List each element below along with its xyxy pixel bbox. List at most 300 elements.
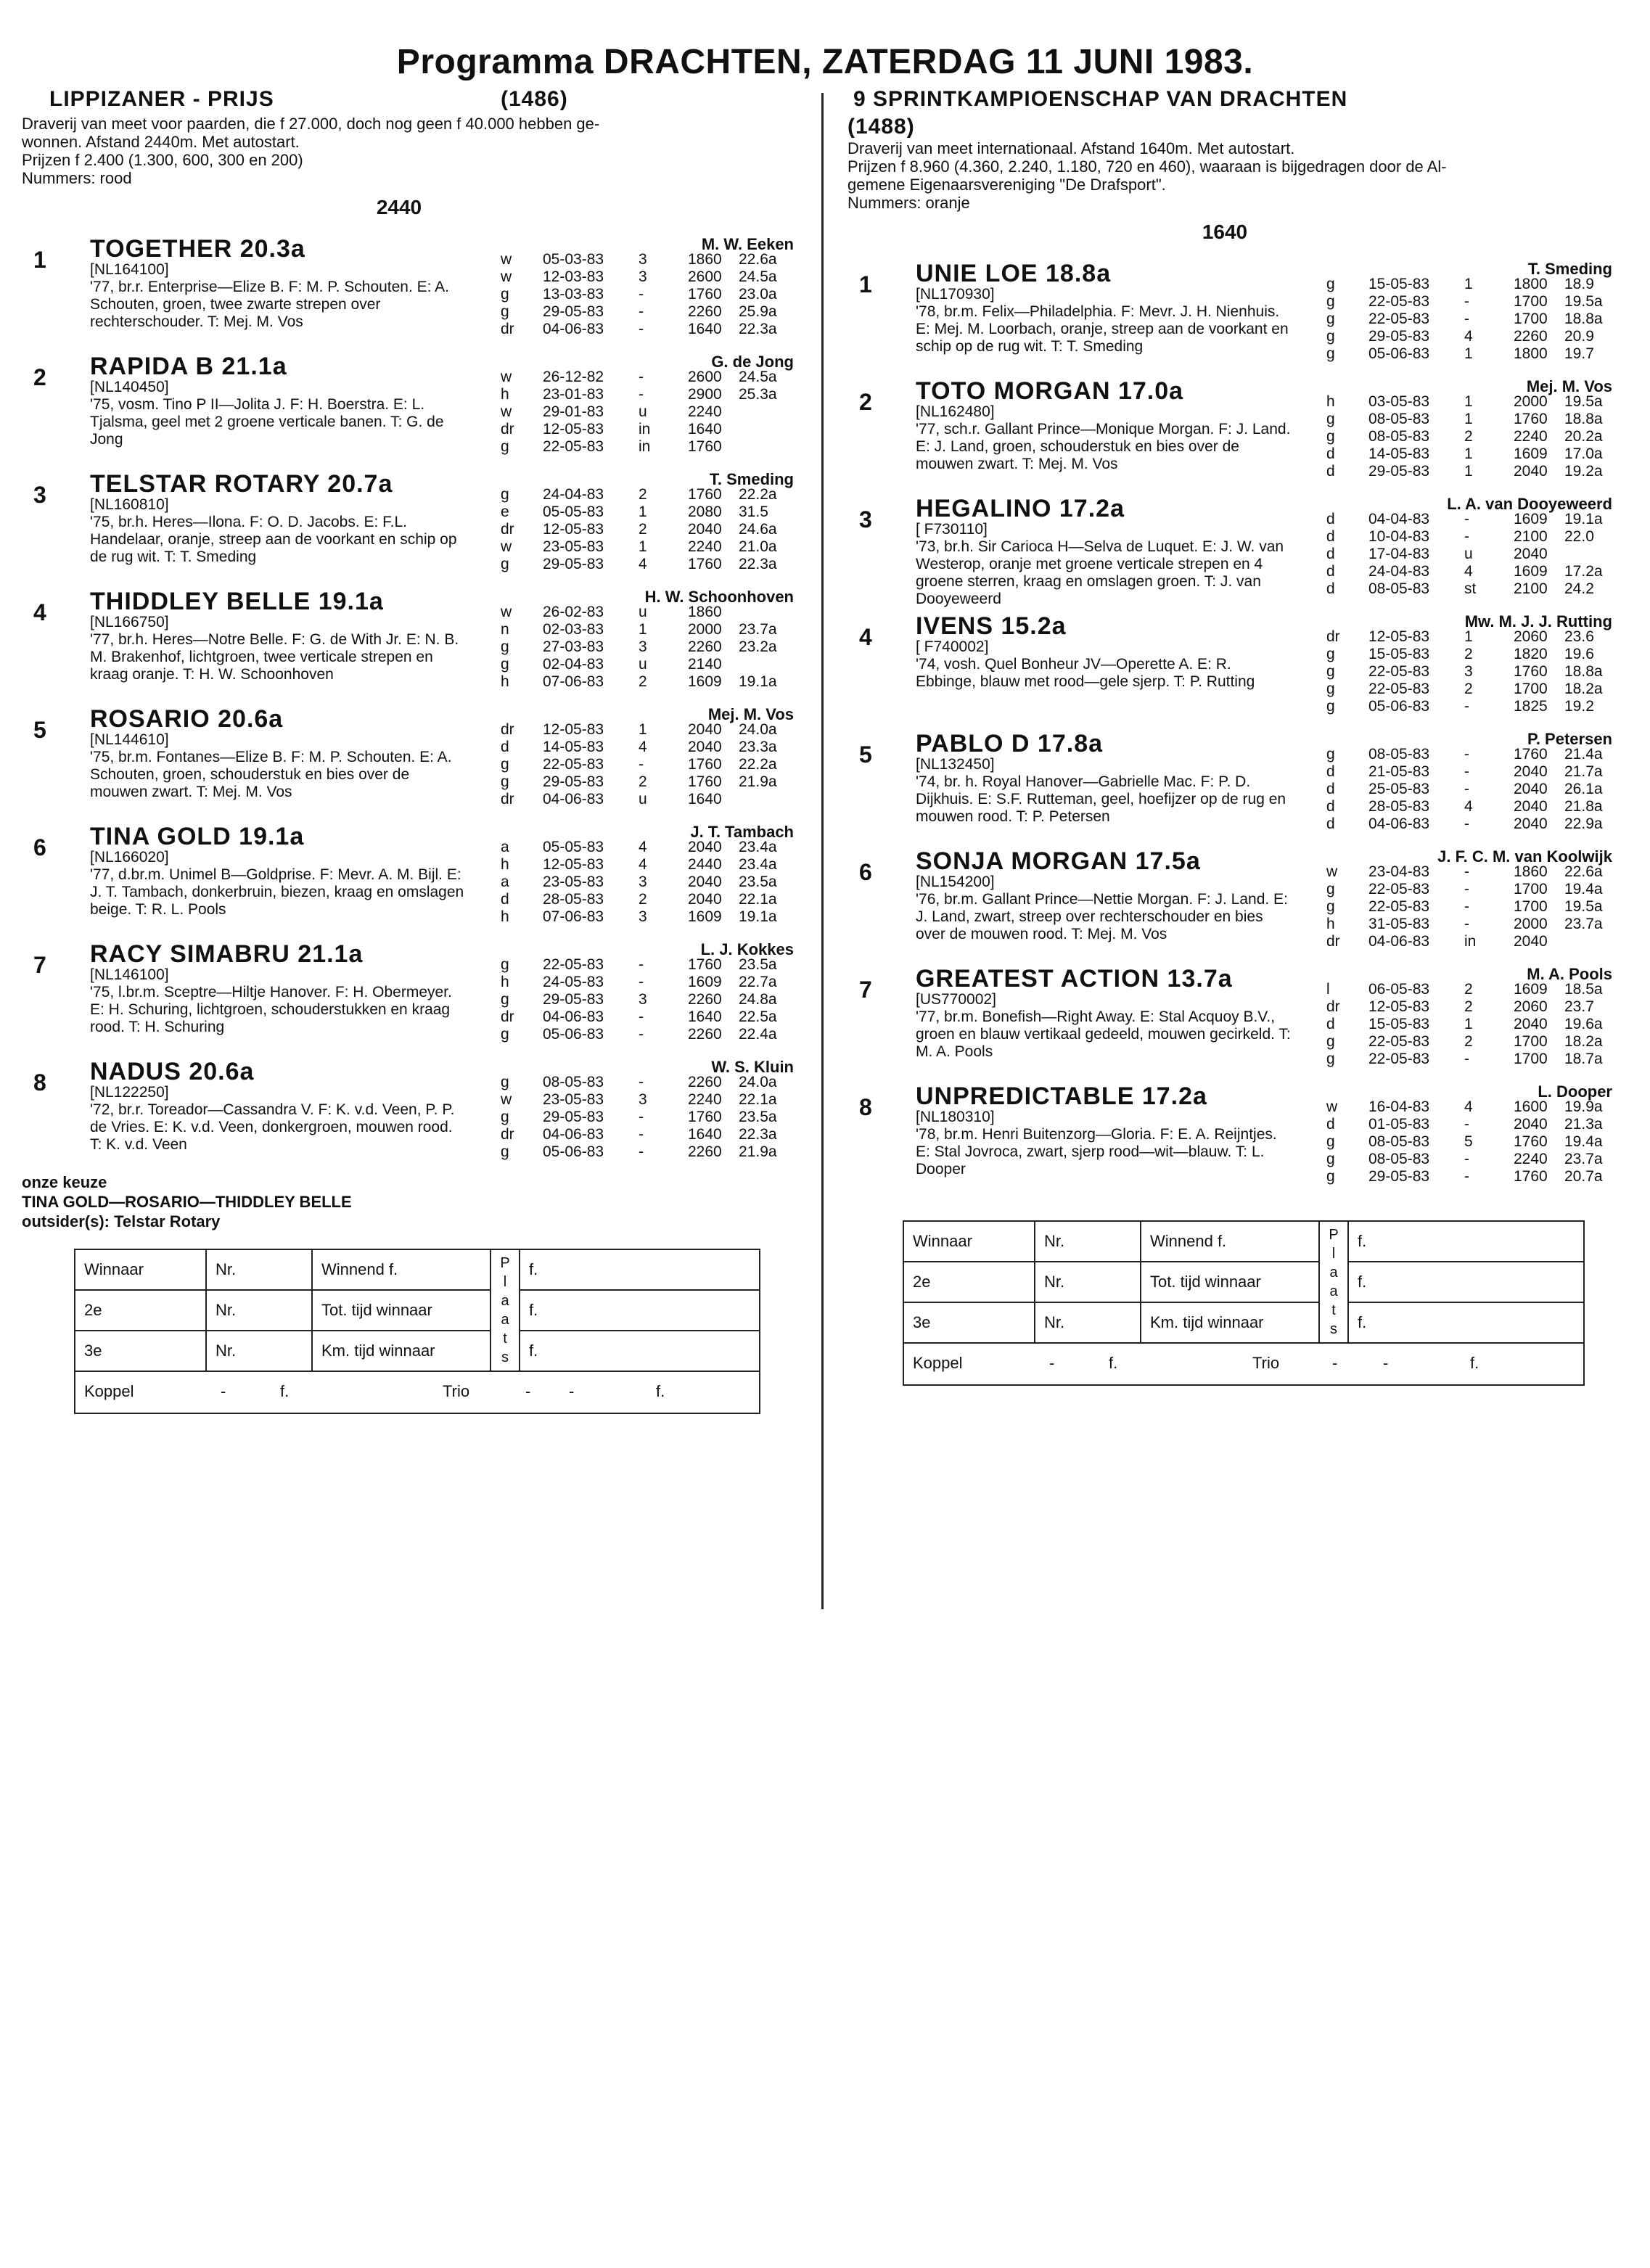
race-date: 10-04-83 (1368, 528, 1430, 545)
distance: 1800 (1514, 345, 1548, 362)
km-time: 23.7 (1564, 998, 1594, 1015)
result-table (903, 1220, 1585, 1386)
distance: 1860 (688, 604, 722, 620)
performance-row (501, 621, 805, 638)
placing: 3 (639, 1091, 647, 1108)
horse-description: '72, br.r. Toreador—Cassandra V. F: K. v.d. Veen, P. P. de Vries. E: K. v.d. Veen, donkergroen, mouwen rood. T: K. v.d. Veen (90, 1101, 455, 1153)
distance: 2260 (688, 991, 722, 1008)
distance: 2040 (1514, 933, 1548, 950)
track-code: g (1326, 1151, 1335, 1167)
race-date: 05-06-83 (1368, 698, 1430, 715)
race-date: 08-05-83 (1368, 428, 1430, 445)
km-time: 22.7a (739, 974, 777, 990)
track-code: l (1326, 981, 1330, 998)
race-date: 23-01-83 (543, 386, 604, 403)
performance-row (1326, 1133, 1631, 1151)
placing: - (639, 303, 644, 320)
placing: 3 (639, 638, 647, 655)
horse-entry (847, 604, 1631, 721)
horse-description: '75, br.h. Heres—Ilona. F: O. D. Jacobs. E: F.L. Handelaar, oranje, streep aan de voorkant en schip op de rug wit. T: T. Smeding (90, 514, 457, 565)
placing: - (639, 369, 644, 385)
race-date: 03-05-83 (1368, 393, 1430, 410)
race-info-line: Prijzen f 2.400 (1.300, 600, 300 en 200) (22, 151, 303, 169)
performance-row (1326, 863, 1631, 881)
placing: - (639, 1026, 644, 1043)
race-date: 24-04-83 (543, 486, 604, 503)
performance-row (501, 251, 805, 268)
distance: 1800 (1514, 276, 1548, 292)
placing: - (1464, 863, 1469, 880)
distance: 1609 (688, 974, 722, 990)
horse-trainer: H. W. Schoonhoven (644, 588, 794, 606)
performance-list (501, 1074, 805, 1161)
performance-row (501, 739, 805, 756)
km-time: 19.5a (1564, 898, 1603, 915)
horse-entry (22, 1049, 813, 1167)
race-date: 05-05-83 (543, 839, 604, 855)
placing: - (1464, 293, 1469, 310)
km-time: 21.3a (1564, 1116, 1603, 1133)
distance: 1760 (688, 773, 722, 790)
placing: 5 (1464, 1133, 1473, 1150)
cell-plaats: P l a a t s (1319, 1221, 1348, 1343)
race-date: 08-05-83 (1368, 1151, 1430, 1167)
horse-registration: [NL132450] (916, 756, 995, 773)
outsider: outsider(s): Telstar Rotary (22, 1212, 221, 1230)
km-time: 22.1a (739, 1091, 777, 1108)
performance-row (501, 1008, 805, 1026)
race-header (22, 87, 813, 115)
performance-row (1326, 528, 1631, 546)
race-date: 08-05-83 (543, 1074, 604, 1090)
horse-number: 8 (859, 1094, 872, 1120)
race-date: 14-05-83 (1368, 445, 1430, 462)
horse-trainer: J. T. Tambach (690, 823, 794, 841)
track-code: dr (1326, 628, 1340, 645)
performance-row (501, 321, 805, 338)
horse-registration: [NL154200] (916, 874, 995, 890)
horse-description: '75, l.br.m. Sceptre—Hiltje Hanover. F: H. Obermeyer. E: H. Schuring, lichtgroen, schouderstukken en kraag rood. T: H. Schuring (90, 984, 452, 1035)
race-date: 29-05-83 (1368, 1168, 1430, 1185)
track-code: h (501, 974, 509, 990)
distance: 2060 (1514, 628, 1548, 645)
distance: 1609 (1514, 563, 1548, 580)
performance-list (1326, 393, 1631, 480)
performance-row (1326, 781, 1631, 798)
track-code: dr (1326, 998, 1340, 1015)
distance: 2260 (1514, 328, 1548, 345)
km-time: 22.0 (1564, 528, 1594, 545)
horse-number: 5 (859, 741, 872, 768)
race-date: 23-04-83 (1368, 863, 1430, 880)
horse-name: HEGALINO 17.2a (916, 495, 1125, 522)
track-code: g (1326, 746, 1335, 763)
race-date: 26-02-83 (543, 604, 604, 620)
performance-row (1326, 293, 1631, 311)
race-date: 23-05-83 (543, 538, 604, 555)
race-date: 22-05-83 (543, 756, 604, 773)
track-code: h (501, 673, 509, 690)
km-time: 19.6a (1564, 1016, 1603, 1032)
horse-registration: [NL166750] (90, 614, 169, 630)
horse-entry (847, 721, 1631, 839)
horse-description: '77, br.h. Heres—Notre Belle. F: G. de With Jr. E: N. B. M. Brakenhof, lichtgroen, twee verticale strepen en kraag oranje. T: H. W. Schoonhoven (90, 631, 459, 683)
horse-entry (847, 369, 1631, 486)
performance-row (501, 538, 805, 556)
horse-name: UNIE LOE 18.8a (916, 260, 1112, 287)
km-time: 17.0a (1564, 445, 1603, 462)
race-date: 29-05-83 (543, 1109, 604, 1125)
km-time: 22.6a (739, 251, 777, 268)
placing: - (639, 1074, 644, 1090)
race-date: 04-06-83 (1368, 933, 1430, 950)
race-date: 22-05-83 (1368, 1033, 1430, 1050)
horse-registration: [NL140450] (90, 379, 169, 395)
track-code: d (1326, 763, 1335, 780)
distance: 2000 (1514, 916, 1548, 932)
horse-name: RACY SIMABRU 21.1a (90, 940, 364, 968)
performance-row (501, 974, 805, 991)
track-code: h (501, 856, 509, 873)
cell-3e: 3e (75, 1331, 206, 1371)
track-code: w (501, 538, 512, 555)
race-date: 29-05-83 (1368, 328, 1430, 345)
distance: 1609 (688, 673, 722, 690)
track-code: d (1326, 798, 1335, 815)
cell-nr: Nr. (206, 1290, 312, 1331)
track-code: dr (501, 421, 514, 437)
horse-trainer: L. A. van Dooyeweerd (1447, 495, 1612, 513)
placing: - (1464, 781, 1469, 797)
distance: 1825 (1514, 698, 1548, 715)
distance: 2040 (688, 721, 722, 738)
horse-trainer: Mej. M. Vos (1526, 377, 1612, 395)
race-date: 31-05-83 (1368, 916, 1430, 932)
placing: - (639, 1109, 644, 1125)
placing: u (639, 403, 647, 420)
performance-row (1326, 1098, 1631, 1116)
cell-nr: Nr. (1035, 1262, 1141, 1302)
distance: 1700 (1514, 1051, 1548, 1067)
performance-row (1326, 646, 1631, 663)
performance-list (501, 369, 805, 456)
km-time: 24.0a (739, 721, 777, 738)
placing: - (1464, 881, 1469, 897)
horse-trainer: J. F. C. M. van Koolwijk (1437, 847, 1612, 866)
track-code: g (1326, 411, 1335, 427)
race-date: 05-06-83 (543, 1026, 604, 1043)
km-time: 31.5 (739, 504, 768, 520)
horse-description: '78, br.m. Henri Buitenzorg—Gloria. F: E. A. Reijntjes. E: Stal Jovroca, zwart, sjerp rood—wit—blauw. T: L. Dooper (916, 1126, 1277, 1178)
cell-f: f. (520, 1290, 760, 1331)
distance: 2000 (688, 621, 722, 638)
km-time: 18.8a (1564, 311, 1603, 327)
race-number: (1488) (847, 115, 915, 139)
distance: 2040 (1514, 815, 1548, 832)
horse-registration: [NL146100] (90, 966, 169, 983)
km-time: 20.9 (1564, 328, 1594, 345)
placing: 1 (639, 621, 647, 638)
race-date: 12-05-83 (543, 721, 604, 738)
race-date: 08-05-83 (1368, 1133, 1430, 1150)
race-date: 02-03-83 (543, 621, 604, 638)
distance: 2440 (688, 856, 722, 873)
race-date: 29-05-83 (1368, 463, 1430, 480)
race-date: 02-04-83 (543, 656, 604, 673)
performance-row (501, 956, 805, 974)
km-time: 19.2 (1564, 698, 1594, 715)
race-date: 22-05-83 (1368, 663, 1430, 680)
race-date: 28-05-83 (543, 891, 604, 908)
km-time: 23.7a (739, 621, 777, 638)
performance-list (1326, 276, 1631, 363)
performance-row (1326, 463, 1631, 480)
cell-tot-tijd: Tot. tijd winnaar (1141, 1262, 1319, 1302)
performance-list (501, 956, 805, 1043)
performance-row (501, 1091, 805, 1109)
cell-f: f. (1348, 1221, 1584, 1262)
track-code: d (1326, 815, 1335, 832)
race-date: 12-05-83 (1368, 998, 1430, 1015)
km-time: 22.2a (739, 486, 777, 503)
distance: 2000 (1514, 393, 1548, 410)
track-code: g (1326, 276, 1335, 292)
track-code: g (1326, 1051, 1335, 1067)
distance: 2260 (688, 1143, 722, 1160)
race-date: 16-04-83 (1368, 1098, 1430, 1115)
track-code: g (1326, 345, 1335, 362)
placing: 4 (1464, 1098, 1473, 1115)
track-code: w (501, 403, 512, 420)
race-date: 29-05-83 (543, 991, 604, 1008)
distance: 1640 (688, 1126, 722, 1143)
track-code: w (501, 1091, 512, 1108)
race-date: 07-06-83 (543, 673, 604, 690)
cell-winnaar: Winnaar (75, 1249, 206, 1290)
km-time: 23.5a (739, 956, 777, 973)
placing: 2 (639, 773, 647, 790)
km-time: 21.4a (1564, 746, 1603, 763)
placing: 1 (1464, 445, 1473, 462)
performance-row (501, 891, 805, 908)
km-time: 19.6 (1564, 646, 1594, 662)
horse-name: TINA GOLD 19.1a (90, 823, 305, 850)
distance: 2040 (1514, 546, 1548, 562)
race-date: 04-06-83 (543, 321, 604, 337)
cell-f: f. (1348, 1262, 1584, 1302)
track-code: g (1326, 681, 1335, 697)
track-code: g (1326, 328, 1335, 345)
performance-row (1326, 815, 1631, 833)
race-date: 21-05-83 (1368, 763, 1430, 780)
horse-number: 3 (33, 482, 46, 508)
race-date: 08-05-83 (1368, 746, 1430, 763)
horse-name: UNPREDICTABLE 17.2a (916, 1082, 1207, 1110)
distance: 1700 (1514, 311, 1548, 327)
horse-name: IVENS 15.2a (916, 612, 1067, 640)
performance-list (1326, 981, 1631, 1068)
placing: - (1464, 746, 1469, 763)
placing: in (639, 438, 651, 455)
placing: - (1464, 1151, 1469, 1167)
performance-row (1326, 798, 1631, 815)
cell-2e: 2e (903, 1262, 1035, 1302)
placing: 2 (1464, 1033, 1473, 1050)
race-date: 23-05-83 (543, 1091, 604, 1108)
race-lippizaner (22, 87, 813, 1414)
race-date: 27-03-83 (543, 638, 604, 655)
performance-row (1326, 698, 1631, 715)
km-time: 22.3a (739, 1126, 777, 1143)
track-code: dr (501, 321, 514, 337)
race-date: 01-05-83 (1368, 1116, 1430, 1133)
track-code: g (1326, 293, 1335, 310)
horse-trainer: Mej. M. Vos (707, 705, 794, 723)
km-time: 18.9 (1564, 276, 1594, 292)
horse-number: 3 (859, 506, 872, 533)
performance-list (1326, 863, 1631, 950)
track-code: g (1326, 1168, 1335, 1185)
horse-number: 6 (33, 834, 46, 860)
performance-list (501, 486, 805, 573)
track-code: h (501, 386, 509, 403)
performance-row (501, 1026, 805, 1043)
placing: - (1464, 1051, 1469, 1067)
performance-row (501, 438, 805, 456)
cell-f: f. (520, 1249, 760, 1290)
track-code: d (1326, 1016, 1335, 1032)
performance-row (501, 773, 805, 791)
distance: 1820 (1514, 646, 1548, 662)
cell-f: f. (1348, 1302, 1584, 1343)
race-date: 05-03-83 (543, 251, 604, 268)
placing: 1 (1464, 345, 1473, 362)
choice-label: onze keuze (22, 1173, 107, 1191)
placing: 4 (1464, 798, 1473, 815)
placing: - (639, 286, 644, 303)
performance-list (1326, 628, 1631, 715)
track-code: d (1326, 463, 1335, 480)
track-code: a (501, 839, 509, 855)
race-info (847, 115, 1609, 212)
placing: 3 (639, 908, 647, 925)
distance: 1700 (1514, 293, 1548, 310)
distance: 1760 (1514, 663, 1548, 680)
horse-description: '75, br.m. Fontanes—Elize B. F: M. P. Schouten. E: A. Schouten, groen, schouderstuk en bies over de mouwen zwart. T: Mej. M. Vos (90, 749, 452, 800)
track-code: w (501, 604, 512, 620)
race-name: LIPPIZANER - PRIJS (49, 87, 274, 111)
horse-name: NADUS 20.6a (90, 1058, 255, 1085)
horse-description: '77, br.r. Enterprise—Elize B. F: M. P. Schouten. E: A. Schouten, groen, twee zwarte strepen over rechterschouder. T: Mej. M. Vos (90, 279, 450, 330)
track-code: g (501, 303, 509, 320)
distance: 1640 (688, 791, 722, 808)
race-date: 22-05-83 (1368, 881, 1430, 897)
track-code: g (1326, 898, 1335, 915)
race-date: 13-03-83 (543, 286, 604, 303)
track-code: d (1326, 1116, 1335, 1133)
horse-trainer: P. Petersen (1527, 730, 1612, 748)
track-code: g (1326, 646, 1335, 662)
horse-name: RAPIDA B 21.1a (90, 353, 287, 380)
placing: - (1464, 1116, 1469, 1133)
placing: in (1464, 933, 1477, 950)
km-time: 24.0a (739, 1074, 777, 1090)
cell-nr: Nr. (1035, 1221, 1141, 1262)
horse-trainer: G. de Jong (711, 353, 794, 371)
cell-km-tijd: Km. tijd winnaar (1141, 1302, 1319, 1343)
placing: - (639, 1143, 644, 1160)
km-time: 23.3a (739, 739, 777, 755)
race-date: 22-05-83 (1368, 1051, 1430, 1067)
performance-row (1326, 628, 1631, 646)
placing: 2 (1464, 428, 1473, 445)
placing: 4 (1464, 328, 1473, 345)
track-code: g (501, 1143, 509, 1160)
km-time: 17.2a (1564, 563, 1603, 580)
performance-row (1326, 933, 1631, 950)
horse-registration: [US770002] (916, 991, 996, 1008)
track-code: n (501, 621, 509, 638)
distance: 2100 (1514, 528, 1548, 545)
placing: 2 (639, 891, 647, 908)
horse-number: 4 (33, 599, 46, 625)
km-time: 23.0a (739, 286, 777, 303)
horse-registration: [NL122250] (90, 1084, 169, 1101)
placing: - (1464, 763, 1469, 780)
horse-number: 8 (33, 1069, 46, 1096)
placing: 3 (639, 874, 647, 890)
track-code: h (1326, 393, 1335, 410)
horse-list (22, 226, 813, 1167)
result-table (74, 1249, 760, 1414)
race-date: 04-04-83 (1368, 511, 1430, 527)
cell-koppel-trio: Koppel - f. Trio - - f. (75, 1371, 760, 1413)
placing: - (1464, 698, 1469, 715)
horse-description: '77, sch.r. Gallant Prince—Monique Morgan. F: J. Land. E: J. Land, groen, schouderstuk en bies over de mouwen zwart. T: Mej. M. Vos (916, 421, 1291, 472)
distance: 1760 (1514, 746, 1548, 763)
placing: - (1464, 511, 1469, 527)
horse-number: 5 (33, 717, 46, 743)
performance-row (1326, 511, 1631, 528)
placing: 1 (639, 538, 647, 555)
km-time: 22.2a (739, 756, 777, 773)
placing: - (1464, 311, 1469, 327)
performance-row (1326, 1016, 1631, 1033)
race-date: 17-04-83 (1368, 546, 1430, 562)
km-time: 22.4a (739, 1026, 777, 1043)
track-code: g (501, 773, 509, 790)
race-info-line: wonnen. Afstand 2440m. Met autostart. (22, 133, 300, 151)
distance: 2040 (1514, 1016, 1548, 1032)
performance-row (1326, 411, 1631, 428)
horse-trainer: L. Dooper (1538, 1082, 1612, 1101)
horse-registration: [ F730110] (916, 521, 988, 538)
track-code: g (1326, 1033, 1335, 1050)
race-date: 12-05-83 (543, 521, 604, 538)
distance: 1700 (1514, 681, 1548, 697)
performance-row (501, 721, 805, 739)
km-time: 19.2a (1564, 463, 1603, 480)
track-code: g (1326, 428, 1335, 445)
distance: 1609 (688, 908, 722, 925)
race-date: 15-05-83 (1368, 1016, 1430, 1032)
race-date: 04-06-83 (543, 791, 604, 808)
race-date: 25-05-83 (1368, 781, 1430, 797)
track-code: d (1326, 445, 1335, 462)
race-date: 22-05-83 (1368, 681, 1430, 697)
km-time: 22.3a (739, 321, 777, 337)
horse-entry (22, 579, 813, 697)
